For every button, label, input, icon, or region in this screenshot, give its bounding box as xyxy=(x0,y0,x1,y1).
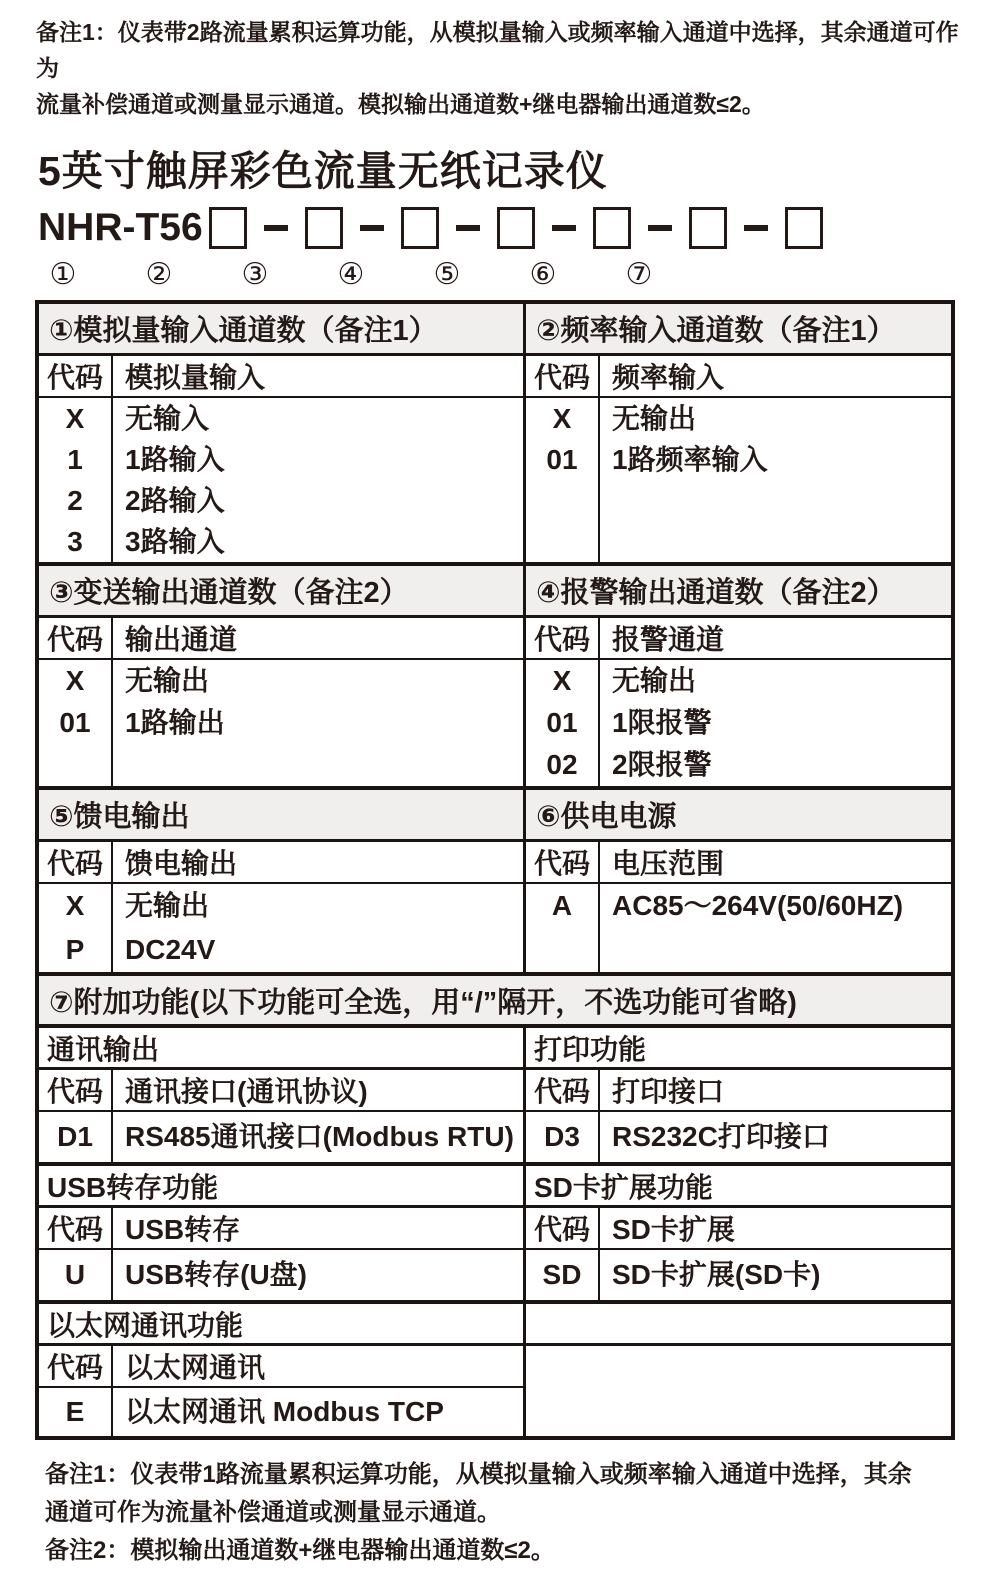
desc-value: 2限报警 xyxy=(612,749,712,780)
code-value: D3 xyxy=(544,1121,580,1152)
model-digit-box-1 xyxy=(209,207,247,249)
group-2 xyxy=(39,562,951,786)
dash-separator xyxy=(552,225,576,231)
dash-separator xyxy=(744,225,768,231)
top-remark-line2: 流量补偿通道或测量显示通道。模拟输出通道数+继电器输出通道数≤2。 xyxy=(36,91,765,117)
position-marker-5: ⑤ xyxy=(433,257,461,292)
section-transmit-output xyxy=(39,566,523,786)
code-column-header: 代码 xyxy=(39,1070,113,1110)
desc-value: 3路输入 xyxy=(125,526,225,557)
page-title: 5英寸触屏彩色流量无纸记录仪 xyxy=(38,148,608,194)
code-value: 01 xyxy=(546,444,578,475)
section-sd-expansion xyxy=(523,1166,951,1300)
code-cell xyxy=(39,660,113,786)
desc-cell xyxy=(600,660,951,786)
empty-header-cell xyxy=(526,1304,951,1346)
section-additional-functions-header: ⑦附加功能(以下功能可全选，用“/”隔开，不选功能可省略) xyxy=(39,972,951,1024)
group-usb-sd xyxy=(39,1162,951,1300)
desc-cell xyxy=(113,1388,523,1436)
desc-value: 1路输出 xyxy=(125,707,225,738)
bottom-remarks xyxy=(45,1456,960,1570)
desc-value: 以太网通讯 Modbus TCP xyxy=(125,1396,444,1427)
top-remark-line1: 备注1：仪表带2路流量累积运算功能，从模拟量输入或频率输入通道中选择，其余通道可作为 xyxy=(36,19,959,81)
column-header-row xyxy=(526,1070,951,1112)
code-value: X xyxy=(65,890,85,921)
code-column-header: 代码 xyxy=(39,842,113,882)
code-column-header: 代码 xyxy=(526,842,600,882)
subsection-header: 通讯输出 xyxy=(39,1028,523,1070)
section-header: ①模拟量输入通道数（备注1） xyxy=(39,304,523,356)
table-body xyxy=(39,1388,523,1436)
code-cell xyxy=(39,398,113,562)
table-body xyxy=(39,884,523,972)
model-digit-box-2 xyxy=(305,207,343,249)
code-value: 01 xyxy=(59,707,91,738)
code-cell xyxy=(526,1250,600,1300)
group-3 xyxy=(39,786,951,972)
code-value: 1 xyxy=(67,444,83,475)
code-value: X xyxy=(65,403,85,434)
desc-column-header: USB转存 xyxy=(125,1214,241,1245)
model-prefix: NHR-T56 xyxy=(38,206,203,249)
code-value: X xyxy=(65,665,85,696)
bottom-remark1-line1: 备注1：仪表带1路流量累积运算功能，从模拟量输入或频率输入通道中选择，其余 xyxy=(45,1461,912,1488)
table-body xyxy=(39,398,523,562)
desc-value: RS232C打印接口 xyxy=(612,1121,830,1152)
desc-value: AC85～264V(50/60HZ) xyxy=(612,890,904,921)
group-ethernet xyxy=(39,1300,951,1436)
position-marker-4: ④ xyxy=(337,257,365,292)
position-markers xyxy=(44,258,990,292)
subsection-header: 打印功能 xyxy=(526,1028,951,1070)
section-analog-input xyxy=(39,304,523,562)
position-marker-6: ⑥ xyxy=(529,257,557,292)
code-column-header: 代码 xyxy=(526,1208,600,1248)
section-header: ⑤馈电输出 xyxy=(39,790,523,842)
table-body xyxy=(526,398,951,562)
code-column-header: 代码 xyxy=(39,1208,113,1248)
desc-value: USB转存(U盘) xyxy=(125,1259,307,1290)
desc-value: 无输出 xyxy=(612,403,697,434)
code-column-header: 代码 xyxy=(526,356,600,396)
code-value: X xyxy=(552,665,572,696)
code-column-header: 代码 xyxy=(526,1070,600,1110)
desc-value: SD卡扩展(SD卡) xyxy=(612,1259,821,1290)
table-body xyxy=(39,660,523,786)
desc-value: 无输出 xyxy=(125,665,210,696)
code-cell xyxy=(39,1250,113,1300)
code-column-header: 代码 xyxy=(39,618,113,658)
desc-cell xyxy=(113,1250,523,1300)
table-body xyxy=(526,1250,951,1300)
model-digit-box-5 xyxy=(593,207,631,249)
section-header: ④报警输出通道数（备注2） xyxy=(526,566,951,618)
model-selection-table xyxy=(35,300,955,1440)
section-ethernet xyxy=(39,1304,523,1436)
section-header: ③变送输出通道数（备注2） xyxy=(39,566,523,618)
code-value: P xyxy=(65,934,85,965)
group-comm-print xyxy=(39,1024,951,1162)
code-column-header: 代码 xyxy=(39,356,113,396)
code-value: 2 xyxy=(67,485,83,516)
section-header: ②频率输入通道数（备注1） xyxy=(526,304,951,356)
code-value: 02 xyxy=(546,749,578,780)
dash-separator xyxy=(456,225,480,231)
code-value: 01 xyxy=(546,707,578,738)
desc-column-header: 输出通道 xyxy=(125,624,238,655)
column-header-row xyxy=(526,618,951,660)
table-body xyxy=(39,1112,523,1162)
section-usb-transfer xyxy=(39,1166,523,1300)
desc-cell xyxy=(113,660,523,786)
code-cell xyxy=(526,1112,600,1162)
bottom-remark2: 备注2：模拟输出通道数+继电器输出通道数≤2。 xyxy=(45,1537,555,1564)
desc-cell xyxy=(600,398,951,562)
code-value: X xyxy=(552,403,572,434)
desc-column-header: 电压范围 xyxy=(612,848,725,879)
column-header-row xyxy=(39,842,523,884)
model-code-row xyxy=(38,206,990,250)
dash-separator xyxy=(648,225,672,231)
section-power-supply xyxy=(523,790,951,972)
table-body xyxy=(526,1112,951,1162)
desc-value: 无输出 xyxy=(612,665,697,696)
position-marker-7: ⑦ xyxy=(625,257,653,292)
dash-separator xyxy=(264,225,288,231)
desc-cell xyxy=(113,1112,523,1162)
bottom-remark1-line2: 通道可作为流量补偿通道或测量显示通道。 xyxy=(45,1499,501,1526)
desc-column-header: 打印接口 xyxy=(612,1076,725,1107)
desc-cell xyxy=(600,1250,951,1300)
dash-separator xyxy=(360,225,384,231)
desc-cell xyxy=(600,884,951,972)
desc-cell xyxy=(113,398,523,562)
desc-column-header: SD卡扩展 xyxy=(612,1214,735,1245)
code-value: SD xyxy=(542,1259,582,1290)
column-header-row xyxy=(526,842,951,884)
subsection-header: 以太网通讯功能 xyxy=(39,1304,523,1346)
column-header-row xyxy=(526,356,951,398)
column-header-row xyxy=(39,1346,523,1388)
code-cell xyxy=(39,1112,113,1162)
column-header-row xyxy=(526,1208,951,1250)
position-marker-3: ③ xyxy=(241,257,269,292)
desc-column-header: 通讯接口(通讯协议) xyxy=(125,1076,368,1107)
code-value: 3 xyxy=(67,526,83,557)
code-cell xyxy=(526,660,600,786)
section-frequency-input xyxy=(523,304,951,562)
desc-value: RS485通讯接口(Modbus RTU) xyxy=(125,1121,514,1152)
desc-column-header: 馈电输出 xyxy=(125,848,238,879)
desc-value: 无输入 xyxy=(125,403,210,434)
column-header-row xyxy=(39,1208,523,1250)
table-body xyxy=(526,884,951,972)
position-marker-1: ① xyxy=(49,257,77,292)
section-feed-output xyxy=(39,790,523,972)
code-cell xyxy=(39,1388,113,1436)
code-value: A xyxy=(551,890,573,921)
desc-value: 1路输入 xyxy=(125,444,225,475)
column-header-row xyxy=(39,618,523,660)
section-empty xyxy=(523,1304,951,1436)
subsection-header: SD卡扩展功能 xyxy=(526,1166,951,1208)
code-value: E xyxy=(65,1396,85,1427)
code-value: D1 xyxy=(57,1121,93,1152)
code-cell xyxy=(526,884,600,972)
position-marker-2: ② xyxy=(145,257,173,292)
table-body xyxy=(39,1250,523,1300)
model-digit-box-3 xyxy=(401,207,439,249)
code-cell xyxy=(39,884,113,972)
section-comm-output xyxy=(39,1028,523,1162)
model-digit-box-4 xyxy=(497,207,535,249)
empty-body-cell xyxy=(526,1346,951,1436)
code-cell xyxy=(526,398,600,562)
section-print-function xyxy=(523,1028,951,1162)
desc-value: DC24V xyxy=(125,934,216,965)
code-column-header: 代码 xyxy=(526,618,600,658)
group-1 xyxy=(39,304,951,562)
desc-column-header: 模拟量输入 xyxy=(125,362,266,393)
desc-value: 无输出 xyxy=(125,890,210,921)
column-header-row xyxy=(39,1070,523,1112)
section-alarm-output xyxy=(523,566,951,786)
table-body xyxy=(526,660,951,786)
desc-value: 1路频率输入 xyxy=(612,444,768,475)
desc-value: 2路输入 xyxy=(125,485,225,516)
code-value: U xyxy=(64,1259,86,1290)
desc-column-header: 以太网通讯 xyxy=(125,1352,266,1383)
desc-column-header: 报警通道 xyxy=(612,624,725,655)
desc-cell xyxy=(600,1112,951,1162)
desc-value: 1限报警 xyxy=(612,707,712,738)
model-digit-box-7 xyxy=(785,207,823,249)
section-header: ⑥供电电源 xyxy=(526,790,951,842)
desc-cell xyxy=(113,884,523,972)
column-header-row xyxy=(39,356,523,398)
code-column-header: 代码 xyxy=(39,1346,113,1386)
subsection-header: USB转存功能 xyxy=(39,1166,523,1208)
top-remark xyxy=(36,14,960,122)
desc-column-header: 频率输入 xyxy=(612,362,725,393)
model-digit-box-6 xyxy=(689,207,727,249)
